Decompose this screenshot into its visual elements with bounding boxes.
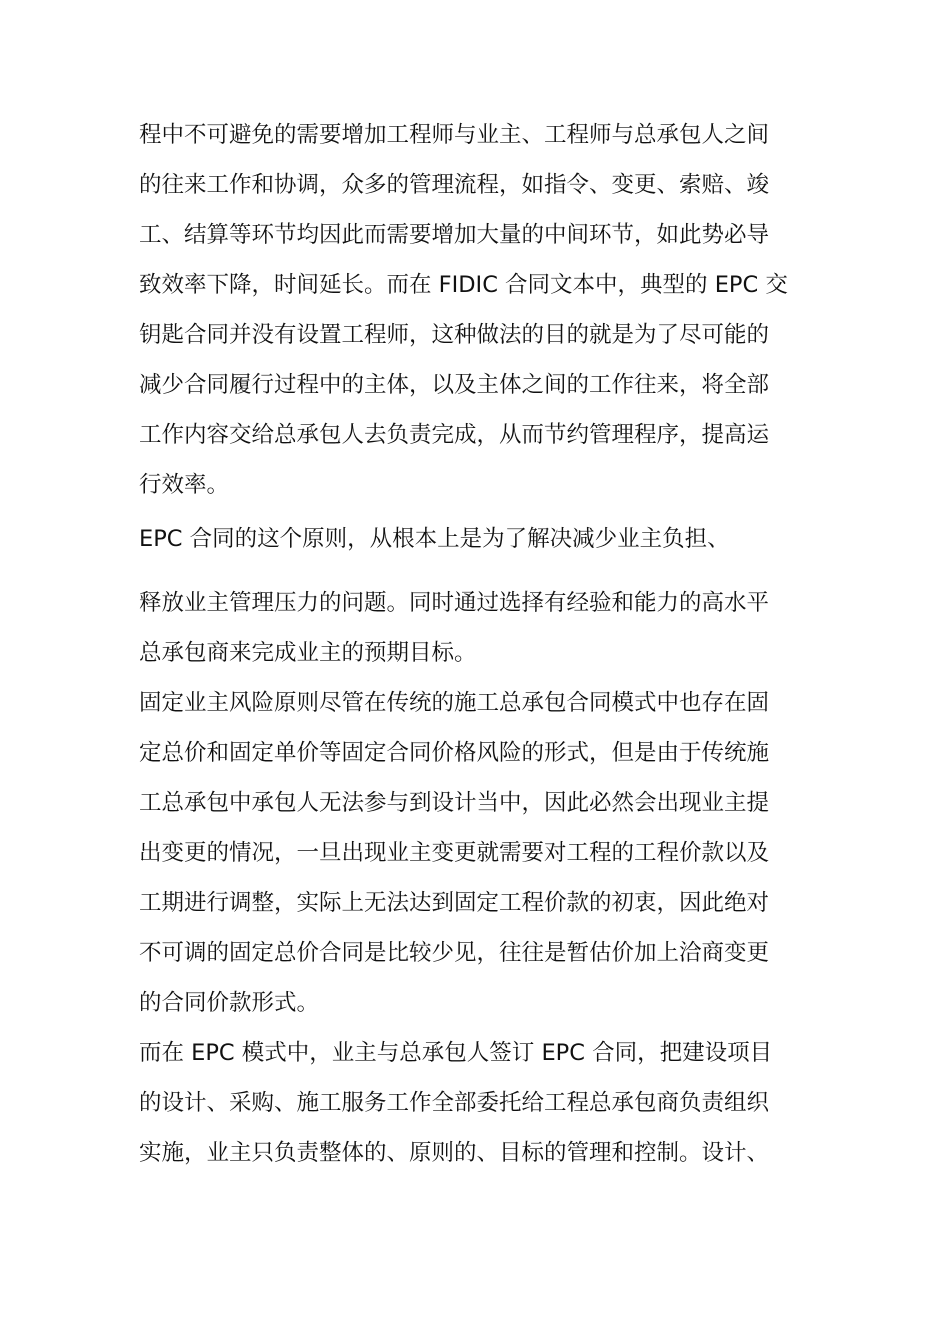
text-line: 致效率下降，时间延长。而在 FIDIC 合同文本中，典型的 EPC 交: [139, 272, 788, 298]
text-line: 程中不可避免的需要增加工程师与业主、工程师与总承包人之间: [139, 122, 770, 148]
text-line: 的往来工作和协调，众多的管理流程，如指令、变更、索赔、竣: [139, 172, 770, 198]
text-line: 定总价和固定单价等固定合同价格风险的形式，但是由于传统施: [139, 740, 770, 766]
paragraph-1: [139, 110, 819, 510]
text-line: 而在 EPC 模式中，业主与总承包人签订 EPC 合同，把建设项目: [139, 1040, 773, 1066]
text-line: 工期进行调整，实际上无法达到固定工程价款的初衷，因此绝对: [139, 890, 770, 916]
text-line: 总承包商来完成业主的预期目标。: [139, 640, 477, 666]
text-line: 的设计、采购、施工服务工作全部委托给工程总承包商负责组织: [139, 1090, 770, 1116]
text-line: 工、结算等环节均因此而需要增加大量的中间环节，如此势必导: [139, 222, 770, 248]
text-line: 固定业主风险原则尽管在传统的施工总承包合同模式中也存在固: [139, 690, 770, 716]
text-line: 减少合同履行过程中的主体，以及主体之间的工作往来，将全部: [139, 372, 770, 398]
text-line: 的合同价款形式。: [139, 990, 320, 1016]
text-line: 不可调的固定总价合同是比较少见，往往是暂估价加上洽商变更: [139, 940, 770, 966]
text-line: 工作内容交给总承包人去负责完成，从而节约管理程序，提高运: [139, 422, 770, 448]
paragraph-3: [139, 578, 819, 1178]
text-line: EPC 合同的这个原则，从根本上是为了解决减少业主负担、: [139, 526, 730, 552]
text-line: 实施，业主只负责整体的、原则的、目标的管理和控制。设计、: [139, 1140, 770, 1166]
text-line: 工总承包中承包人无法参与到设计当中，因此必然会出现业主提: [139, 790, 770, 816]
text-line: 行效率。: [139, 472, 230, 498]
text-line: 释放业主管理压力的问题。同时通过选择有经验和能力的高水平: [139, 590, 770, 616]
text-line: 出变更的情况，一旦出现业主变更就需要对工程的工程价款以及: [139, 840, 770, 866]
paragraph-2: [139, 514, 819, 564]
text-line: 钥匙合同并没有设置工程师，这种做法的目的就是为了尽可能的: [139, 322, 770, 348]
